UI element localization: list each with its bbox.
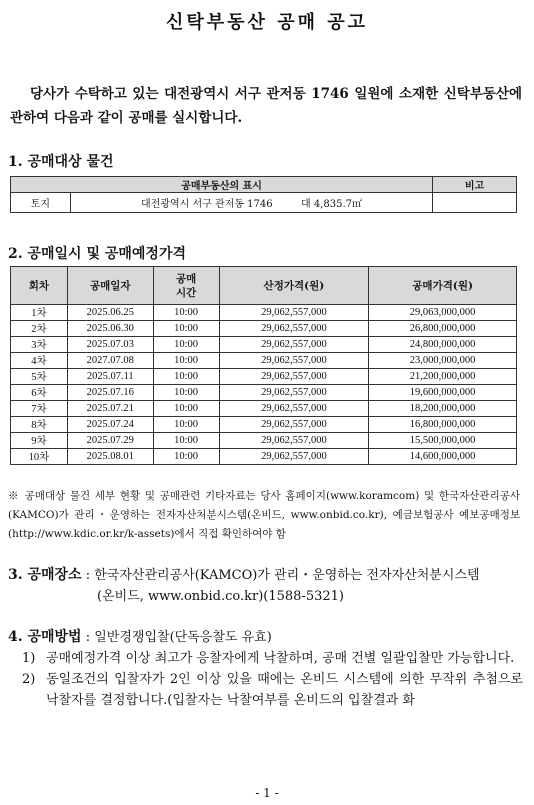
col-price: 공매가격(원) [369, 267, 517, 305]
item-text: 공매예정가격 이상 최고가 응찰자에게 낙찰하며, 공매 건별 일괄입찰만 가능합니다. [46, 651, 515, 666]
price-cell: 16,800,000,000 [369, 417, 517, 433]
round-cell: 9차 [11, 433, 68, 449]
price-cell: 21,200,000,000 [369, 369, 517, 385]
schedule-table [10, 266, 517, 465]
appraised-cell: 29,062,557,000 [219, 353, 369, 369]
date-cell: 2025.07.11 [67, 369, 153, 385]
notice-title: 신탁부동산 공매 공고 [165, 12, 369, 33]
date-cell: 2025.07.16 [67, 385, 153, 401]
section3-text-cont: (온비드, www.onbid.co.kr)(1588-5321) [97, 589, 344, 604]
date-cell: 2025.07.03 [67, 337, 153, 353]
appraised-cell: 29,062,557,000 [219, 417, 369, 433]
time-cell: 10:00 [153, 321, 219, 337]
price-cell: 18,200,000,000 [369, 401, 517, 417]
item-number: 2) [22, 672, 36, 687]
appraised-cell: 29,062,557,000 [219, 321, 369, 337]
section3-text: : 한국자산관리공사(KAMCO)가 관리・운영하는 전자자산처분시스템 [81, 568, 480, 583]
section4 [8, 627, 523, 711]
table-row [11, 417, 517, 433]
table-row [11, 401, 517, 417]
time-cell: 10:00 [153, 337, 219, 353]
list-item [8, 669, 523, 711]
property-area: 대 4,835.7㎡ [300, 199, 362, 210]
property-location: 대전광역시 서구 관저동 1746 [141, 199, 273, 210]
round-cell: 5차 [11, 369, 68, 385]
intro-text: 당사가 수탁하고 있는 대전광역시 서구 관저동 1746 일원에 소재한 신탁부동산에 관하여 다음과 같이 공매를 실시합니다. [10, 86, 522, 126]
table-row [11, 353, 517, 369]
property-type: 토지 [11, 193, 71, 213]
date-cell: 2025.06.30 [67, 321, 153, 337]
table-row [11, 369, 517, 385]
property-table [10, 176, 517, 213]
price-cell: 19,600,000,000 [369, 385, 517, 401]
section4-text: : 일반경쟁입찰(단독응찰도 유효) [81, 630, 272, 645]
appraised-cell: 29,062,557,000 [219, 337, 369, 353]
price-cell: 26,800,000,000 [369, 321, 517, 337]
time-cell: 10:00 [153, 433, 219, 449]
list-item [8, 648, 523, 669]
round-cell: 7차 [11, 401, 68, 417]
time-cell: 10:00 [153, 401, 219, 417]
section1-heading: 1. 공매대상 물건 [8, 154, 114, 170]
property-header: 공매부동산의 표시 [11, 177, 433, 193]
appraised-cell: 29,062,557,000 [219, 369, 369, 385]
table-note: ※ 공매대상 물건 세부 현황 및 공매관련 기타자료는 당사 홈페이지(www.koramcom) 및 한국자산관리공사(KAMCO)가 관리・운영하는 전자자산처분시스템(온비드, www.onbid.co.kr), 예금보험공사 예보공매정보(http://www.kdic.or.kr/k-assets)에서 직접 확인하여야 함 [8, 490, 520, 540]
remark-header: 비고 [433, 177, 517, 193]
col-round: 회차 [11, 267, 68, 305]
appraised-cell: 29,062,557,000 [219, 305, 369, 321]
round-cell: 2차 [11, 321, 68, 337]
time-cell: 10:00 [153, 385, 219, 401]
section4-label: 4. 공매방법 [8, 629, 82, 645]
date-cell: 2025.07.29 [67, 433, 153, 449]
table-row [11, 321, 517, 337]
price-cell: 24,800,000,000 [369, 337, 517, 353]
time-cell: 10:00 [153, 369, 219, 385]
property-desc [70, 193, 432, 213]
col-appraised: 산정가격(원) [219, 267, 369, 305]
date-cell: 2027.07.08 [67, 353, 153, 369]
property-note [433, 193, 517, 213]
price-cell: 14,600,000,000 [369, 449, 517, 465]
page-number: - 1 - [255, 786, 279, 800]
time-cell: 10:00 [153, 305, 219, 321]
table-row [11, 449, 517, 465]
date-cell: 2025.07.24 [67, 417, 153, 433]
date-cell: 2025.06.25 [67, 305, 153, 321]
col-date: 공매일자 [67, 267, 153, 305]
table-row [11, 433, 517, 449]
round-cell: 4차 [11, 353, 68, 369]
time-cell: 10:00 [153, 449, 219, 465]
date-cell: 2025.07.21 [67, 401, 153, 417]
appraised-cell: 29,062,557,000 [219, 385, 369, 401]
section2-heading: 2. 공매일시 및 공매예정가격 [8, 246, 187, 262]
appraised-cell: 29,062,557,000 [219, 449, 369, 465]
table-row [11, 385, 517, 401]
item-text: 동일조건의 입찰자가 2인 이상 있을 때에는 온비드 시스템에 의한 무작위 추첨으로 낙찰자를 결정합니다.(입찰자는 낙찰여부를 온비드의 입찰결과 화 [46, 672, 523, 708]
price-cell: 29,063,000,000 [369, 305, 517, 321]
round-cell: 3차 [11, 337, 68, 353]
item-number: 1) [22, 651, 36, 666]
time-cell: 10:00 [153, 417, 219, 433]
price-cell: 23,000,000,000 [369, 353, 517, 369]
date-cell: 2025.08.01 [67, 449, 153, 465]
section3-label: 3. 공매장소 [8, 567, 82, 583]
table-row [11, 305, 517, 321]
table-row [11, 337, 517, 353]
round-cell: 10차 [11, 449, 68, 465]
round-cell: 8차 [11, 417, 68, 433]
col-time: 공매 시간 [153, 267, 219, 305]
time-cell: 10:00 [153, 353, 219, 369]
intro-paragraph [10, 82, 522, 130]
round-cell: 6차 [11, 385, 68, 401]
table-row [11, 193, 517, 213]
section3 [8, 565, 523, 607]
appraised-cell: 29,062,557,000 [219, 401, 369, 417]
appraised-cell: 29,062,557,000 [219, 433, 369, 449]
price-cell: 15,500,000,000 [369, 433, 517, 449]
round-cell: 1차 [11, 305, 68, 321]
